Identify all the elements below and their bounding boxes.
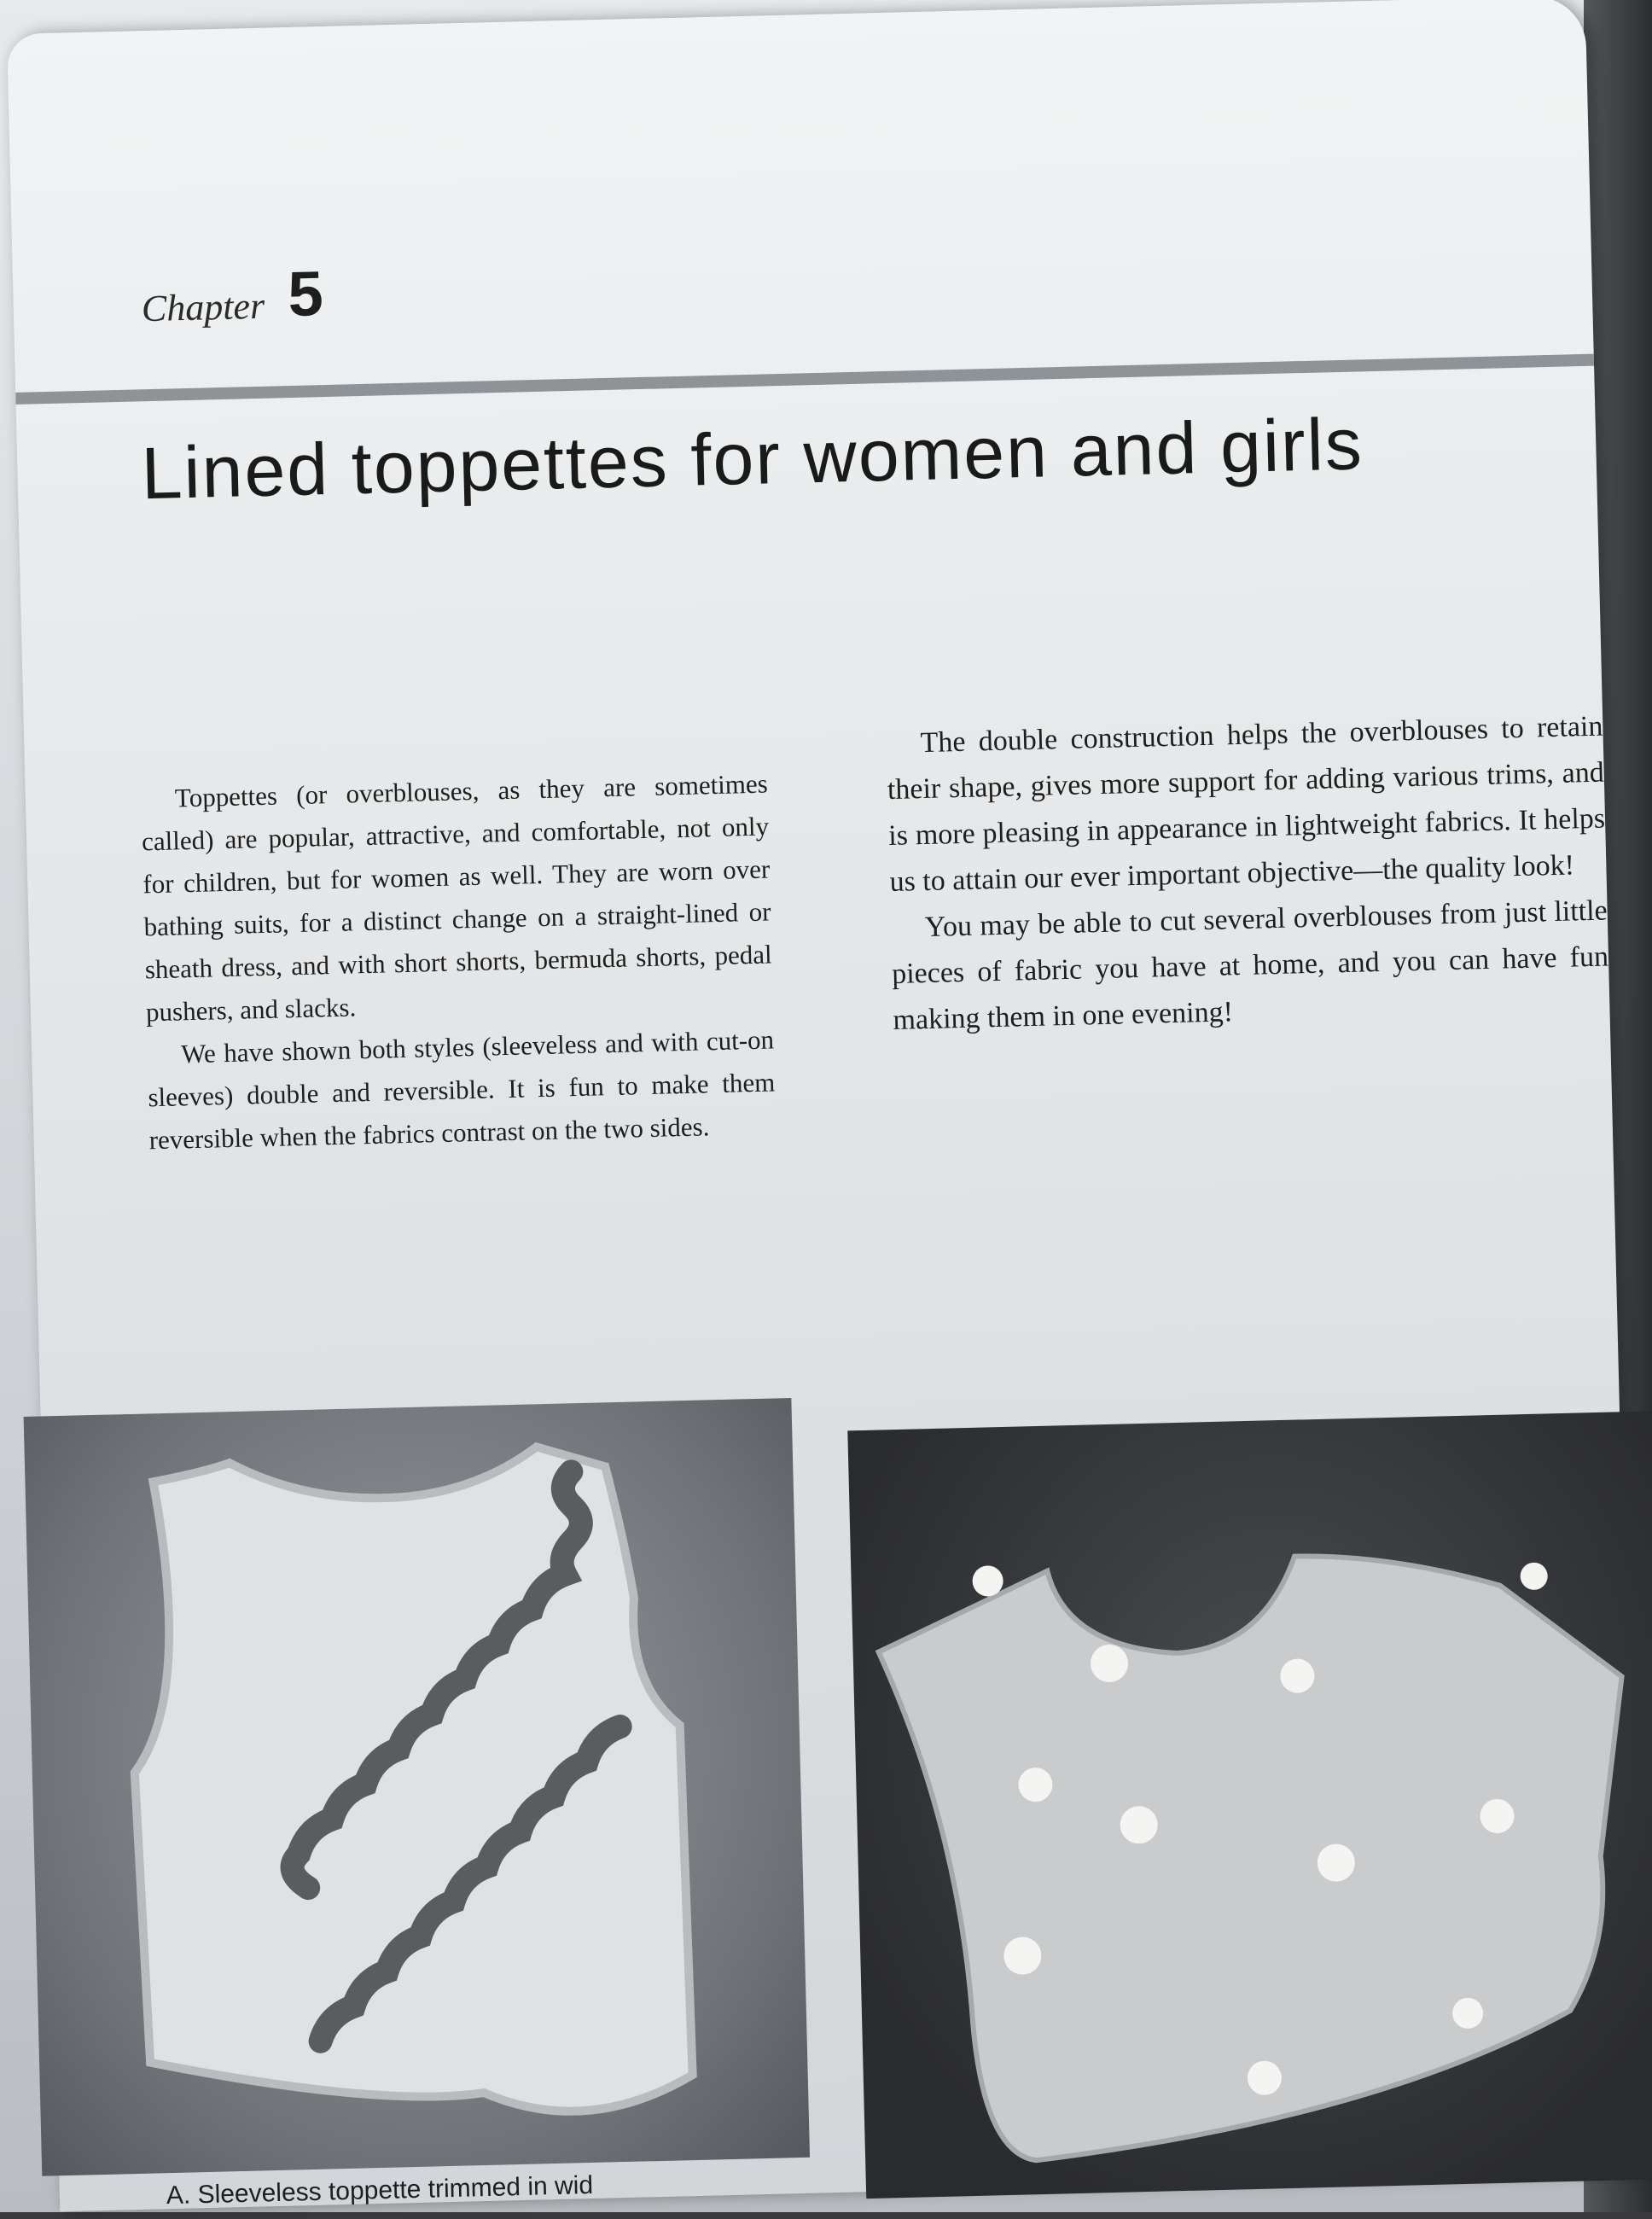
header-rule [15, 354, 1594, 405]
left-paragraph-1: Toppettes (or overblouses, as they are sometimes called) are popular, attractive, and comfortable, not only for children, but for women as well. They are worn over bathing suits, for a distinct change on a straight-lined or sheath dress, and with short shorts, bermuda shorts, pedal pushers, and slacks. [141, 768, 773, 1028]
figure-a-caption: A. Sleeveless toppette trimmed in wid [166, 2170, 594, 2210]
figure-a-sleeveless-toppette-photo [24, 1398, 810, 2176]
book-page [7, 0, 1638, 2211]
chapter-label: Chapter [141, 284, 265, 330]
left-paragraph-2: We have shown both styles (sleeveless and with cut-on sleeves) double and reversible. It is fun to make them reversible when the fabrics contrast on the two sides. [148, 1024, 776, 1156]
right-column [886, 704, 1610, 1044]
right-paragraph-2: You may be able to cut several overblouses from just little pieces of fabric you have at home, and you can have fun making them in one evening! [891, 894, 1609, 1036]
right-paragraph-1: The double construction helps the overblouses to retain their shape, gives more support for adding various trims, and is more pleasing in appearance in lightweight fabrics. It helps us to attain our ever important objective—the quality look! [887, 710, 1606, 899]
chapter-number: 5 [287, 258, 324, 330]
daisy-toppette-illustration [847, 1410, 1652, 2199]
sleeveless-toppette-illustration [24, 1398, 810, 2176]
page-title: Lined toppettes for women and girls [140, 403, 1364, 515]
left-column [140, 762, 777, 1162]
figure-b-daisy-toppette-photo [847, 1410, 1652, 2199]
